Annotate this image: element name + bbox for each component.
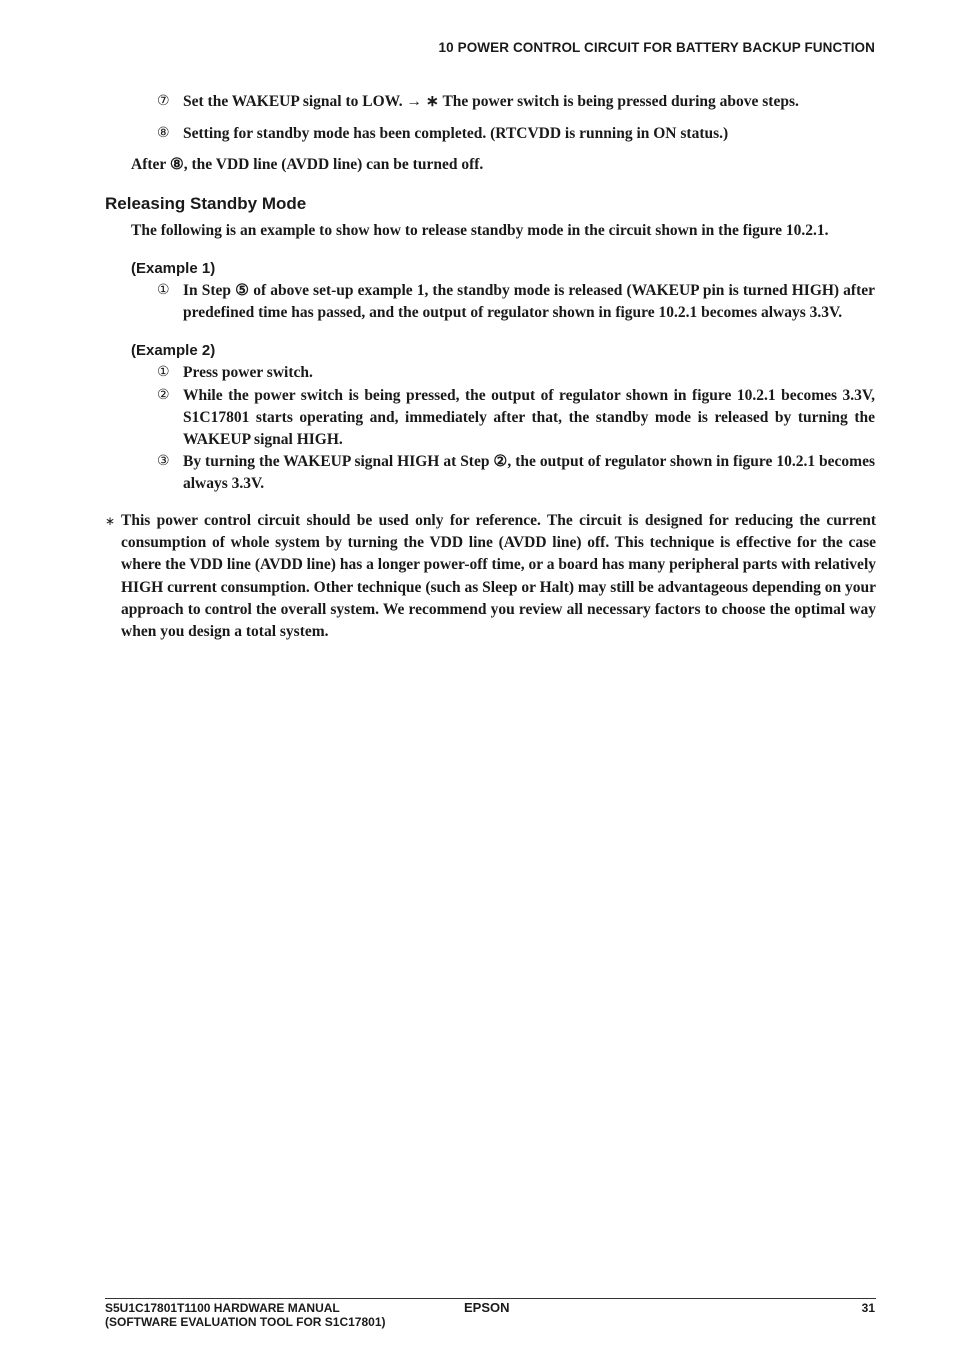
note-text: This power control circuit should be used only for reference. The circuit is designed for reducing the current consumption of whole system by turning the VDD line (AVDD line) off. This technique is effective for the case where the VDD line (AVDD line) has a longer power-off time, or a board has many peripheral parts with relatively HIGH current consumption. Other technique (such as Sleep or Halt) may still be advantageous depending on your approach to control the overall system. We recommend you review all necessary factors to choose the optimal way when you design a total system. bbox=[121, 512, 876, 641]
section-heading: Releasing Standby Mode bbox=[105, 194, 307, 213]
setup-step-8 bbox=[157, 123, 875, 145]
example-1-step-1 bbox=[157, 280, 875, 324]
footer-manual-line-2: (SOFTWARE EVALUATION TOOL FOR S1C17801) bbox=[105, 1315, 386, 1329]
step-number: ② bbox=[157, 388, 170, 403]
step-number: ① bbox=[157, 283, 170, 298]
step-text: While the power switch is being pressed, the output of regulator shown in figure 10.2.1 becomes 3.3V, S1C17801 starts operating and, immediately after that, the standby mode is released by turning the WAKEUP signal HIGH. bbox=[183, 387, 875, 448]
page-number: 31 bbox=[861, 1301, 875, 1315]
step-text: Set the WAKEUP signal to LOW. → ∗ The power switch is being pressed during above steps. bbox=[183, 93, 799, 110]
example-2-step-1 bbox=[157, 362, 875, 384]
footer-brand: EPSON bbox=[464, 1300, 510, 1315]
step-text: By turning the WAKEUP signal HIGH at Step ②, the output of regulator shown in figure 10.2.1 becomes always 3.3V. bbox=[183, 453, 875, 492]
step-number: ① bbox=[157, 365, 170, 380]
footer-manual-title bbox=[105, 1301, 385, 1329]
section-intro: The following is an example to show how to release standby mode in the circuit shown in the figure 10.2.1. bbox=[131, 222, 829, 239]
footer-divider bbox=[105, 1298, 876, 1299]
step-number: ⑦ bbox=[157, 94, 170, 109]
step-text: In Step ⑤ of above set-up example 1, the standby mode is released (WAKEUP pin is turned HIGH) after predefined time has passed, and the output of regulator shown in figure 10.2.1 becomes always 3.3V. bbox=[183, 282, 875, 321]
step-number: ⑧ bbox=[157, 126, 170, 141]
running-head: 10 POWER CONTROL CIRCUIT FOR BATTERY BACKUP FUNCTION bbox=[438, 40, 875, 55]
step-text: Press power switch. bbox=[183, 364, 313, 381]
example-2-title: (Example 2) bbox=[131, 342, 216, 359]
example-2-step-3 bbox=[157, 451, 875, 495]
example-1-title: (Example 1) bbox=[131, 260, 216, 277]
step-number: ③ bbox=[157, 454, 170, 469]
step-text: Setting for standby mode has been completed. (RTCVDD is running in ON status.) bbox=[183, 125, 729, 142]
asterisk-icon: ∗ bbox=[105, 514, 116, 528]
setup-step-7 bbox=[157, 91, 875, 113]
after-step-text: After ⑧, the VDD line (AVDD line) can be turned off. bbox=[131, 156, 484, 173]
example-2-step-2 bbox=[157, 385, 875, 451]
footer-manual-line-1: S5U1C17801T1100 HARDWARE MANUAL bbox=[105, 1301, 340, 1315]
